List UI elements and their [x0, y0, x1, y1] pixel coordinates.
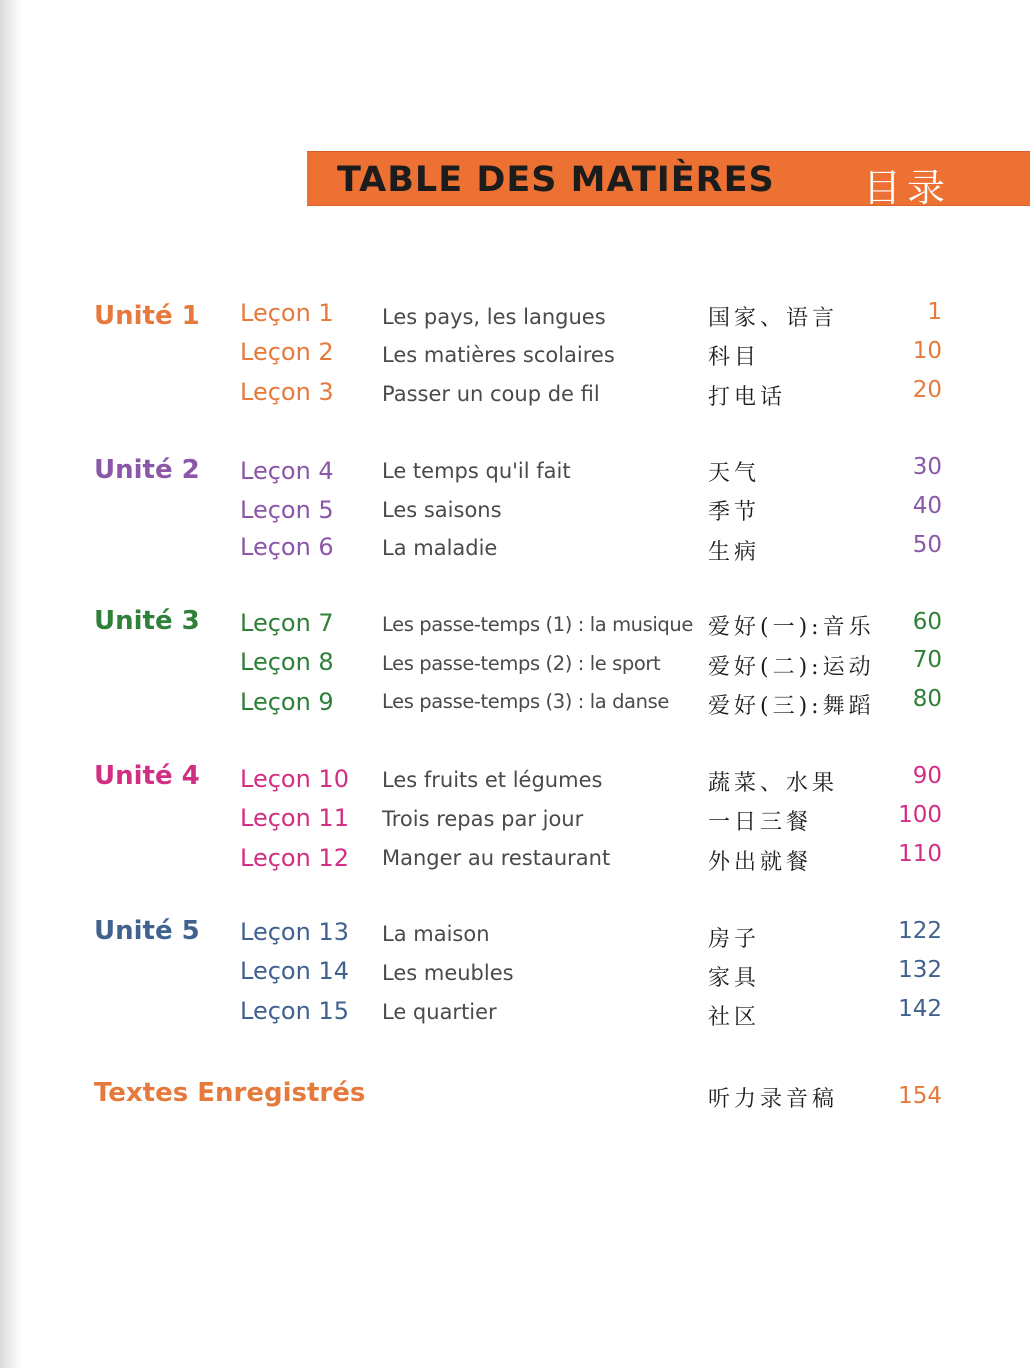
- lesson-7-label[interactable]: Leçon 7: [240, 609, 334, 637]
- lesson-9-title-fr[interactable]: Les passe-temps (3) : la danse: [382, 690, 669, 713]
- page-title-cn: 目录: [863, 166, 952, 210]
- lesson-15-title-fr[interactable]: Le quartier: [382, 1000, 497, 1024]
- lesson-10-page: 90: [912, 763, 942, 789]
- lesson-2-title-fr[interactable]: Les matières scolaires: [382, 343, 615, 367]
- textes-title-cn: 听力录音稿: [708, 1087, 839, 1112]
- lesson-3-page: 20: [912, 377, 942, 403]
- unit-4-label: Unité 4: [94, 761, 200, 791]
- lesson-4-page: 30: [912, 454, 942, 480]
- unit-5-label: Unité 5: [94, 916, 200, 946]
- lesson-14-page: 132: [898, 957, 942, 983]
- lesson-1-title-fr[interactable]: Les pays, les langues: [382, 305, 606, 329]
- lesson-2-page: 10: [912, 338, 942, 364]
- lesson-13-title-fr[interactable]: La maison: [382, 922, 490, 946]
- lesson-10-title-fr[interactable]: Les fruits et légumes: [382, 768, 603, 792]
- lesson-2-label[interactable]: Leçon 2: [240, 338, 334, 366]
- lesson-10-label[interactable]: Leçon 10: [240, 765, 349, 793]
- lesson-5-title-fr[interactable]: Les saisons: [382, 498, 502, 522]
- lesson-14-title-fr[interactable]: Les meubles: [382, 961, 514, 985]
- lesson-8-title-fr[interactable]: Les passe-temps (2) : le sport: [382, 652, 661, 675]
- textes-label[interactable]: Textes Enregistrés: [94, 1078, 366, 1108]
- lesson-4-label[interactable]: Leçon 4: [240, 457, 334, 485]
- lesson-1-page: 1: [927, 299, 942, 325]
- lesson-11-page: 100: [898, 802, 942, 828]
- lesson-8-page: 70: [912, 647, 942, 673]
- lesson-8-title-cn: 爱好(二):运动: [708, 655, 875, 680]
- lesson-1-label[interactable]: Leçon 1: [240, 299, 334, 327]
- lesson-11-title-cn: 一日三餐: [708, 810, 813, 835]
- lesson-11-title-fr[interactable]: Trois repas par jour: [382, 807, 584, 831]
- lesson-3-title-cn: 打电话: [708, 385, 787, 410]
- page-title: TABLE DES MATIÈRES: [337, 160, 775, 200]
- lesson-5-label[interactable]: Leçon 5: [240, 496, 334, 524]
- lesson-7-title-cn: 爱好(一):音乐: [708, 615, 875, 640]
- header-bar: [307, 151, 1030, 210]
- lesson-13-title-cn: 房子: [708, 927, 761, 952]
- lesson-5-page: 40: [912, 493, 942, 519]
- unit-2-label: Unité 2: [94, 455, 200, 485]
- lesson-8-label[interactable]: Leçon 8: [240, 648, 334, 676]
- lesson-12-title-cn: 外出就餐: [708, 850, 813, 875]
- lesson-6-title-fr[interactable]: La maladie: [382, 536, 498, 560]
- lesson-9-title-cn: 爱好(三):舞蹈: [708, 694, 875, 719]
- lesson-12-label[interactable]: Leçon 12: [240, 844, 349, 872]
- lesson-13-page: 122: [898, 918, 942, 944]
- unit-3-label: Unité 3: [94, 606, 200, 636]
- lesson-7-title-fr[interactable]: Les passe-temps (1) : la musique: [382, 613, 693, 636]
- unit-1-label: Unité 1: [94, 301, 200, 331]
- textes-page: 154: [898, 1083, 942, 1109]
- lesson-7-page: 60: [912, 609, 942, 635]
- lesson-1-title-cn: 国家、语言: [708, 306, 839, 331]
- lesson-12-title-fr[interactable]: Manger au restaurant: [382, 846, 611, 870]
- lesson-11-label[interactable]: Leçon 11: [240, 804, 349, 832]
- lesson-2-title-cn: 科目: [708, 345, 761, 370]
- lesson-6-title-cn: 生病: [708, 540, 761, 565]
- lesson-14-label[interactable]: Leçon 14: [240, 957, 349, 985]
- lesson-15-page: 142: [898, 996, 942, 1022]
- lesson-3-title-fr[interactable]: Passer un coup de fil: [382, 382, 600, 406]
- lesson-13-label[interactable]: Leçon 13: [240, 918, 349, 946]
- lesson-15-label[interactable]: Leçon 15: [240, 997, 349, 1025]
- lesson-6-label[interactable]: Leçon 6: [240, 533, 334, 561]
- lesson-3-label[interactable]: Leçon 3: [240, 378, 334, 406]
- lesson-4-title-cn: 天气: [708, 461, 761, 486]
- lesson-6-page: 50: [912, 532, 942, 558]
- book-spine-shadow: [0, 0, 22, 1368]
- lesson-9-label[interactable]: Leçon 9: [240, 688, 334, 716]
- lesson-9-page: 80: [912, 686, 942, 712]
- lesson-10-title-cn: 蔬菜、水果: [708, 771, 839, 796]
- lesson-14-title-cn: 家具: [708, 966, 761, 991]
- lesson-5-title-cn: 季节: [708, 500, 761, 525]
- lesson-15-title-cn: 社区: [708, 1005, 761, 1030]
- lesson-4-title-fr[interactable]: Le temps qu'il fait: [382, 459, 571, 483]
- lesson-12-page: 110: [898, 841, 942, 867]
